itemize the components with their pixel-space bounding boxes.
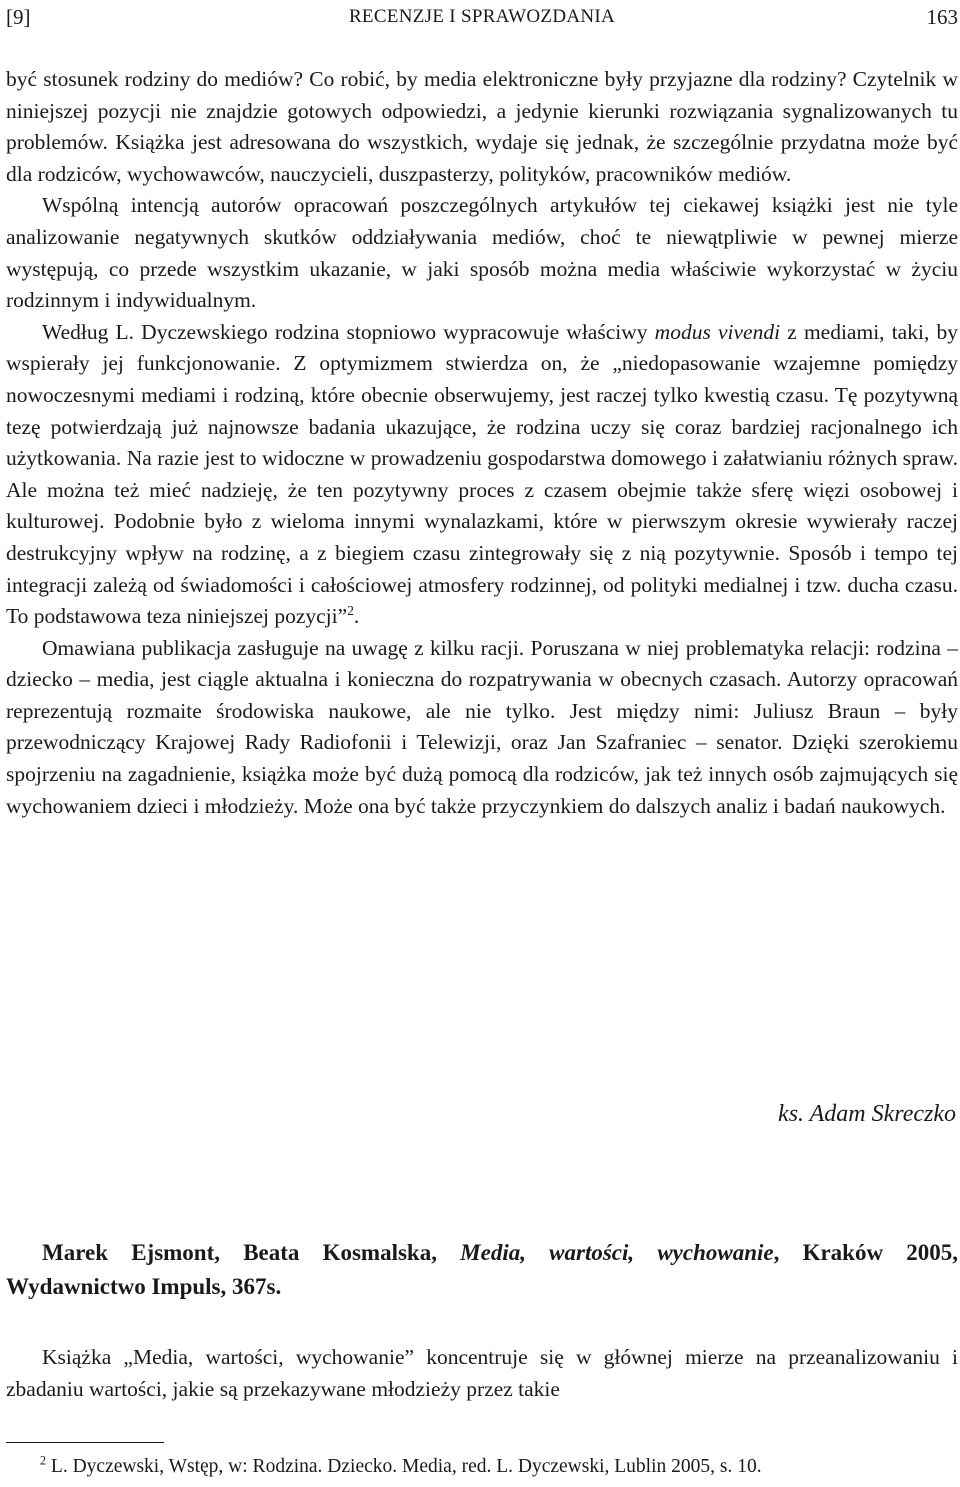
document-page [6,0,958,1487]
footnote [6,1453,958,1481]
running-head [6,2,958,32]
footnote-text: L. Dyczewski, Wstęp, w: Rodzina. Dziecko. Media, red. L. Dyczewski, Lublin 2005, s. 10. [46,1456,762,1477]
page-number: 163 [926,5,958,29]
paragraph-3-end: . [353,604,360,629]
paragraph-2 [6,190,958,316]
footnote-separator [6,1442,164,1443]
book-authors: Marek Ejsmont, Beata Kosmalska, [42,1240,461,1265]
paragraph-4-text: Omawiana publikacja zasługuje na uwagę z kilku racji. Poruszana w niej problematyka relacji: rodzina – dziecko – media, jest ciągle aktualna i konieczna do rozpatrywania w obecnych czasach. Autorzy opracowań reprezentują rozmaite środowiska naukowe, ale nie tylko. Jest między nimi: Juliusz Braun – były przewodniczący Krajowej Rady Radiofonii i Telewizji, oraz Jan Szafraniec – senator. Dzięki szerokiemu spojrzeniu na zagadnienie, książka może być dużą pomocą dla rodziców, jak też innych osób zajmujących się wychowaniem dzieci i młodzieży. Może ona być także przyczynkiem do dalszych analiz i badań naukowych. [6,635,958,818]
footnote-reference[interactable]: 2 [347,602,354,618]
paragraph-3-text-quote: z mediami, taki, by wspierały jej funkcjonowanie. Z optymizmem stwierdza on, że „niedopasowanie wzajemne pomiędzy nowoczesnymi mediami i rodziną, które obecnie obserwujemy, jest raczej tylko kwestią czasu. Tę pozytywną tezę potwierdzają już najnowsze badania ukazujące, że rodzina uczy się coraz bardziej racjonalnego ich użytkowania. Na razie jest to widoczne w prowadzeniu gospodarstwa domowego i załatwianiu różnych spraw. Ale można też mieć nadzieję, że ten pozytywny proces z czasem obejmie także sferę więzi osobowej i kulturowej. Podobnie było z wieloma innymi wynalazkami, które w pierwszym okresie wywierały raczej destrukcyjny wpływ na rodzinę, a z biegiem czasu zintegrowały się z nią pozytywnie. Sposób i tempo tej integracji zależą od świadomości i całościowej atmosfery rodzinnej, od polityki medialnej i tzw. ducha czasu. To podstawowa teza niniejszej pozycji” [6,319,958,629]
paragraph-3 [6,317,958,633]
reviewer-signature: ks. Adam Skreczko [778,1101,956,1127]
footnote-number: 2 [40,1453,47,1468]
paragraph-1-text: być stosunek rodziny do mediów? Co robić, by media elektroniczne były przyjazne dla rodziny? Czytelnik w niniejszej pozycji nie znajdzie gotowych odpowiedzi, a jedynie kierunki rozwiązania sygnalizowanych tu problemów. Książka jest adresowana do wszystkich, wydaje się jednak, że szczególnie przydatna może być dla rodziców, wychowawców, nauczycieli, duszpasterzy, polityków, pracowników mediów. [6,67,958,186]
latin-phrase: modus vivendi [654,319,781,344]
review-body-text [6,64,958,822]
paragraph-4 [6,633,958,823]
next-review-text: Książka „Media, wartości, wychowanie” koncentruje się w głównej mierze na przeanalizowaniu i zbadaniu wartości, jakie są przekazywane młodzieży przez takie [6,1345,958,1401]
section-number: [9] [6,5,31,29]
paragraph-2-text: Wspólną intencją autorów opracowań poszczególnych artykułów tej ciekawej książki jest nie tyle analizowanie negatywnych skutków oddziaływania mediów, choć te niewątpliwie w pewnej mierze występują, co przede wszystkim ukazanie, w jaki sposób można media właściwie wykorzystać w życiu rodzinnym i indywidualnym. [6,193,958,313]
book-title: Media, wartości, wychowanie [460,1240,774,1265]
paragraph-1 [6,64,958,190]
paragraph-3-text-start: Według L. Dyczewskiego rodzina stopniowo wypracowuje właściwy [42,319,655,344]
running-title: RECENZJE I SPRAWOZDANIA [348,6,616,27]
book-publication-info: , Kraków 2005, Wydawnictwo Impuls, 367s. [6,1240,959,1299]
next-review-heading [6,1236,958,1304]
